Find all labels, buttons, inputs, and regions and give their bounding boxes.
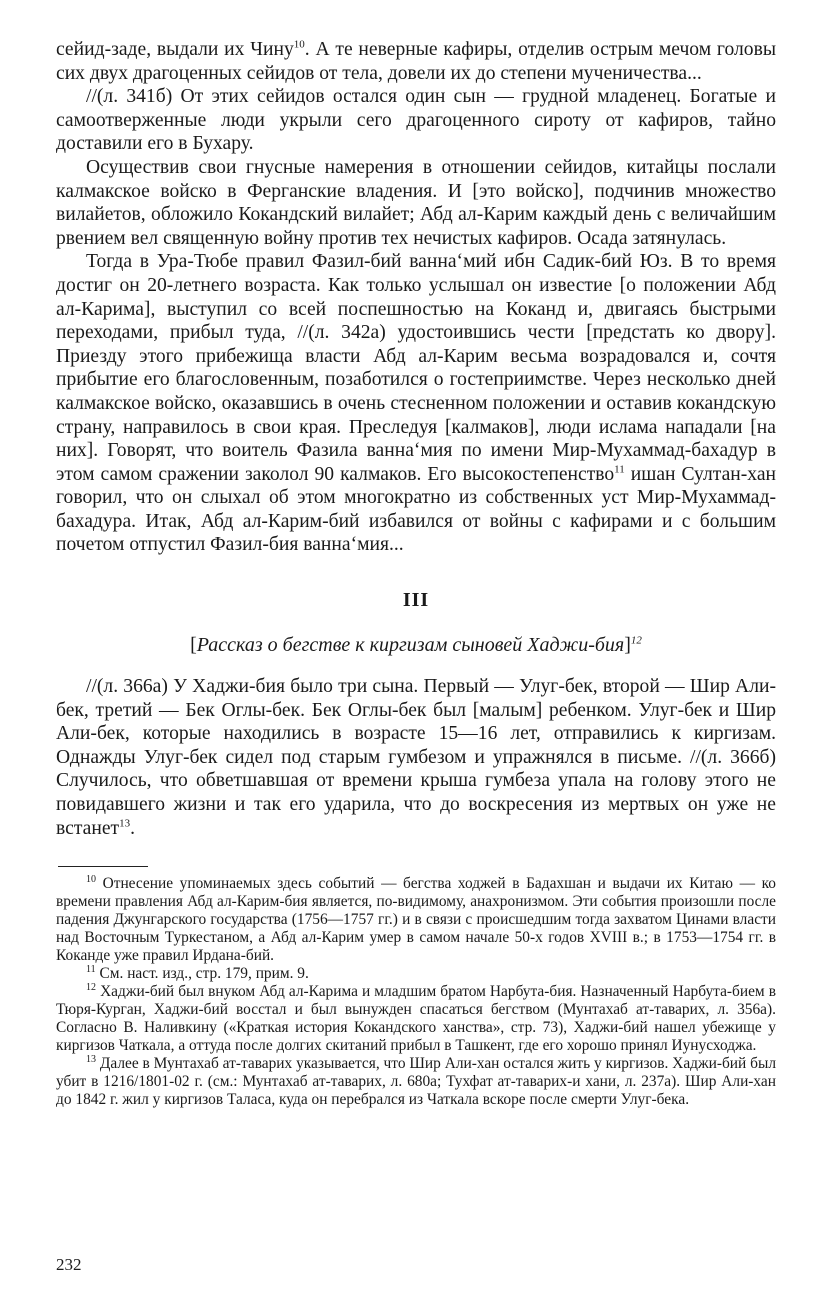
section-number: III	[402, 589, 430, 612]
footnote-10: $^{10}$ Отнесение упоминаемых здесь событий — бегства ходжей в Бадахшан и выдачи их Китаю — ко времени правления Абд ал-Карим-бия является, по-видимому, анахронизмом. Эти события произошли после падения Джунгарского государства (1756—1757 гг.) и в связи с происшедшим тогда захватом Цинами власти над Восточным Туркестаном, а Абд ал-Карим умер в самом начале 50-х годов XVIII в.; в 1753—1754 гг. в Коканде уже правил Ирдана-бий.	[56, 874, 776, 965]
footnote-ref-11: 11	[614, 463, 625, 476]
main-text	[56, 38, 776, 840]
footnote-11: $^{11}$ См. наст. изд., стр. 179, прим. 9.	[86, 964, 309, 983]
paragraph-3: Осуществив свои гнусные намерения в отношении сейидов, китайцы послали калмакское войско в Ферганские владения. И [это войско], подчинив множество вилайетов, обложило Кокандский вилайет; Абд ал-Карим каждый день с величайшим рвением вел священную войну против тех нечистых кафиров. Осада затянулась.	[56, 156, 776, 249]
page-number: 232	[56, 1255, 82, 1274]
footnote-ref-12: 12	[630, 634, 642, 647]
section-title: [Рассказ о бегстве к киргизам сыновей Хаджи-бия]$^{12}$	[190, 634, 642, 657]
footnote-ref-10: 10	[293, 38, 305, 51]
footnote-divider	[58, 866, 148, 867]
paragraph-1: сейид-заде, выдали их Чину$^{10}$. А те неверные кафиры, отделив острым мечом головы сих двух драгоценных сейидов от тела, довели их до степени мученичества...	[56, 38, 776, 84]
paragraph-2: //(л. 341б) От этих сейидов остался один сын — грудной младенец. Богатые и самоотверженные люди укрыли сего драгоценного сироту от кафиров, тайно доставили его в Бухару.	[56, 86, 776, 155]
footnote-12: $^{12}$ Хаджи-бий был внуком Абд ал-Карима и младшим братом Нарбута-бия. Назначенный Нарбута-бием в Тюря-Курган, Хаджи-бий восстал и был вынужден спасаться бегством (Мунтахаб ат-таварих, л. 356а). Согласно В. Наливкину («Краткая история Кокандского ханства», стр. 73), Хаджи-бий нашел убежище у киргизов Чаткала, а оттуда после долгих скитаний прибыл в Ташкент, где его хорошо принял Иунусходжа.	[56, 982, 776, 1055]
footnote-13: $^{13}$ Далее в Мунтахаб ат-таварих указывается, что Шир Али-хан остался жить у киргизов. Хаджи-бий был убит в 1216/1801-02 г. (см.: Мунтахаб ат-таварих, л. 680а; Тухфат ат-таварих-и хани, л. 237а). Шир Али-хан до 1842 г. жил у киргизов Таласа, куда он перебрался из Чаткала вскоре после смерти Улуг-бека.	[56, 1054, 776, 1109]
footnote-ref-13: 13	[119, 817, 131, 830]
footnotes	[56, 875, 776, 1109]
paragraph-4: Тогда в Ура-Тюбе правил Фазил-бий ванна‘мий ибн Садик-бий Юз. В то время достиг он 20-летнего возраста. Как только услышал он известие [о положении Абд ал-Карима], выступил со всей поспешностью на Коканд и, двигаясь быстрыми переходами, прибыл туда, //(л. 342а) удостоившись чести [предстать ко двору]. Приезду этого прибежища власти Абд ал-Карим весьма возрадовался и, сочтя прибытие его благословенным, позаботился о гостеприимстве. Через несколько дней калмакское войско, оказавшись в очень стесненном положении и оставив кокандскую страну, направилось в свои края. Преследуя [калмаков], люди ислама нападали [на них]. Говорят, что воитель Фазила ванна‘мия по имени Мир-Мухаммад-бахадур в этом самом сражении заколол 90 калмаков. Его высокостепенство$^{11}$ ишан Султан-хан говорил, что он слыхал об этом многократно из собственных уст Мир-Мухаммад-бахадура. Итак, Абд ал-Карим-бий избавился от войны с кафирами и с большим почетом отпустил Фазил-бия ванна‘мия...	[56, 251, 776, 556]
paragraph-5: //(л. 366а) У Хаджи-бия было три сына. Первый — Улуг-бек, второй — Шир Али-бек, третий — Бек Оглы-бек. Бек Оглы-бек был [малым] ребенком. Улуг-бек и Шир Али-бек, которые находились в возрасте 15—16 лет, отправились к киргизам. Однажды Улуг-бек сидел под старым гумбезом и упражнялся в письме. //(л. 366б) Случилось, что обветшавшая от времени крыша гумбеза упала на голову этого не повидавшего жизни и так его ударила, что до воскресения из мертвых он уже не встанет$^{13}$.	[56, 676, 776, 839]
